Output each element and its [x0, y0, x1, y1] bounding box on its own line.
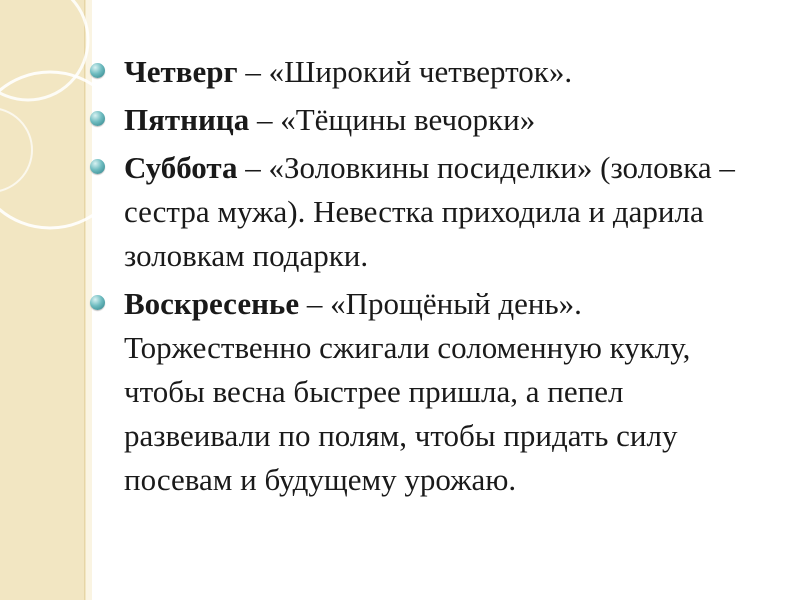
ring-top	[0, 0, 88, 100]
bullet-icon	[90, 63, 105, 78]
day-description: – «Золовкины посиделки» (золовка – сестра мужа). Невестка приходила и дарила золовкам подарки.	[124, 150, 735, 273]
day-name: Суббота	[124, 150, 238, 185]
day-name: Пятница	[124, 102, 250, 137]
bullet-icon	[90, 159, 105, 174]
day-name: Четверг	[124, 54, 238, 89]
day-description: – «Прощёный день». Торжественно сжигали соломенную куклу, чтобы весна быстрее пришла, а пепел развеивали по полям, чтобы придать силу посевам и будущему урожаю.	[124, 286, 691, 497]
day-description: – «Широкий четверток».	[237, 54, 573, 89]
list-item-friday	[90, 98, 770, 142]
list-item-saturday	[90, 146, 770, 278]
slide-content	[90, 50, 770, 506]
list-item-sunday	[90, 282, 770, 502]
bullet-icon	[90, 111, 105, 126]
bullet-icon	[90, 295, 105, 310]
day-description: – «Тёщины вечорки»	[249, 102, 536, 137]
ring-small	[0, 108, 32, 192]
list-item-thursday	[90, 50, 770, 94]
day-name: Воскресенье	[124, 286, 300, 321]
